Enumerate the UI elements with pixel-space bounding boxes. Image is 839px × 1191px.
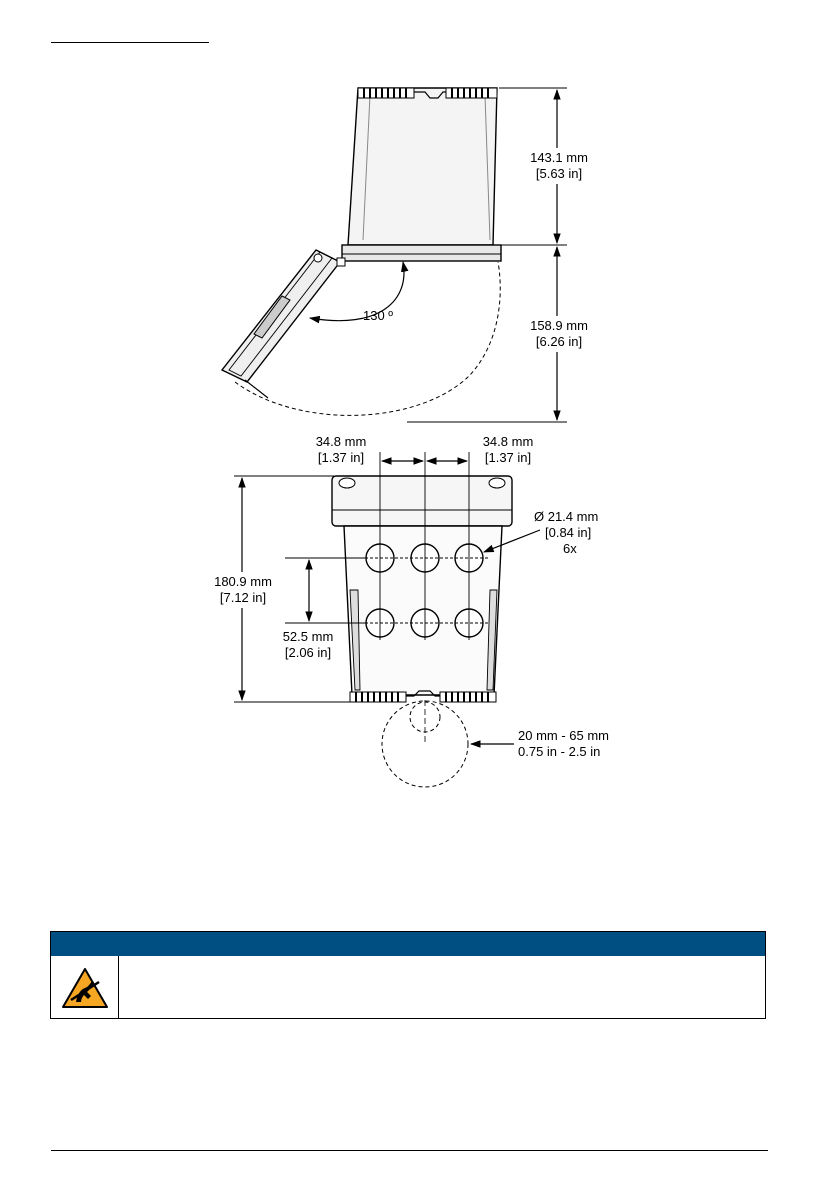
- pipe-range-mm: 20 mm - 65 mm: [518, 728, 610, 743]
- total-height-in: [7.12 in]: [219, 590, 267, 605]
- side-open-door: [222, 250, 345, 398]
- front-view: [207, 434, 609, 787]
- hole-diameter-in: [0.84 in]: [545, 525, 592, 540]
- esd-warning-icon: [61, 967, 109, 1009]
- spacing-left-mm: 34.8 mm: [315, 434, 367, 449]
- spacing-left-in: [1.37 in]: [317, 450, 365, 465]
- pipe-range-in: 0.75 in - 2.5 in: [518, 744, 601, 759]
- notice-body: [51, 956, 765, 1019]
- notice-header-bar: [51, 932, 765, 956]
- height-door-in: [6.26 in]: [535, 334, 583, 349]
- front-lid: [332, 476, 512, 526]
- hole-diameter-mm: Ø 21.4 mm: [534, 509, 599, 524]
- side-base-block: [342, 245, 501, 261]
- row-spacing-mm: 52.5 mm: [282, 629, 334, 644]
- spacing-right-mm: 34.8 mm: [482, 434, 534, 449]
- angle-label: 130 º: [363, 308, 394, 323]
- side-enclosure-body: [348, 88, 497, 245]
- notice-text: [119, 956, 765, 1019]
- height-top-mm: 143.1 mm: [530, 150, 588, 165]
- side-view: [222, 88, 594, 422]
- height-door-mm: 158.9 mm: [530, 318, 588, 333]
- hole-count: 6x: [563, 541, 577, 556]
- height-top-in: [5.63 in]: [535, 166, 583, 181]
- total-height-mm: 180.9 mm: [214, 574, 272, 589]
- footer-rule: [51, 1150, 768, 1151]
- row-spacing-in: [2.06 in]: [284, 645, 332, 660]
- spacing-right-in: [1.37 in]: [484, 450, 532, 465]
- notice-box: [50, 931, 766, 1019]
- notice-icon-cell: [51, 956, 119, 1019]
- side-top-ribs-right: [446, 88, 497, 98]
